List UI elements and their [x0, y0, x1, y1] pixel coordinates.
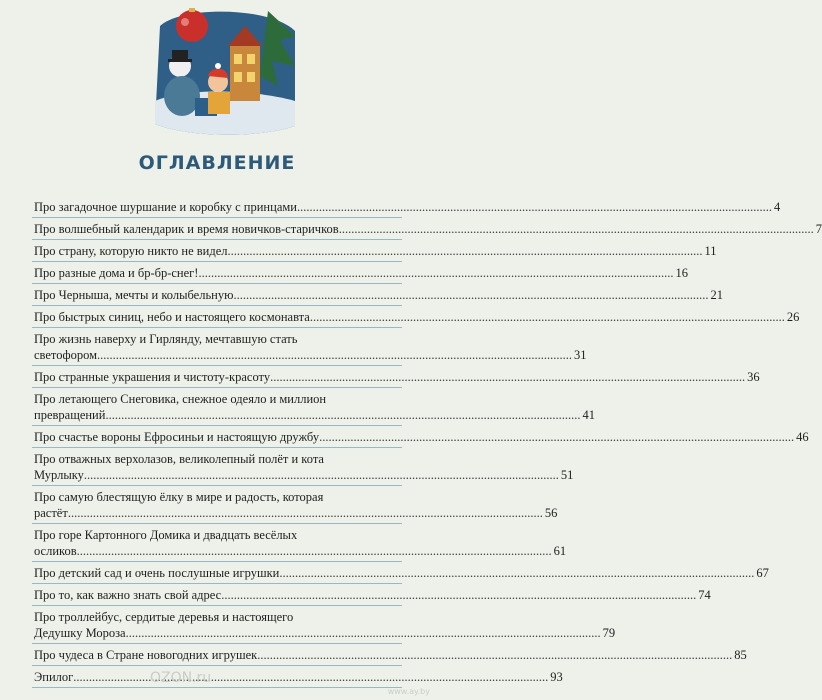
toc-entry[interactable]: [32, 644, 747, 666]
toc-entry-title: Про детский сад и очень послушные игрушки: [34, 566, 280, 580]
toc-entry-title: Про чудеса в Стране новогодних игрушек: [34, 648, 258, 662]
toc-entry-line: [34, 543, 567, 559]
toc-page-number: 36: [747, 370, 760, 384]
toc-entry-title: Про Черныша, мечты и колыбельную: [34, 288, 234, 302]
toc-leader-dots: [105, 407, 580, 423]
toc-entry[interactable]: [32, 486, 558, 524]
toc-page-number: 51: [560, 468, 574, 482]
toc-entry-title: Про быстрых синиц, небо и настоящего космонавта: [34, 310, 310, 324]
toc-entry-line: [34, 505, 558, 521]
toc-leader-dots: [319, 429, 794, 445]
toc-leader-dots: [198, 265, 673, 281]
watermark: OZON.ru: [150, 670, 212, 686]
toc-entry[interactable]: [32, 196, 781, 218]
toc-page-number: 79: [602, 626, 616, 640]
toc-leader-dots: [297, 199, 772, 215]
toc-leader-dots: [73, 669, 548, 685]
toc-entry[interactable]: [32, 524, 567, 562]
toc-entry-title-line: Про отважных верхолазов, великолепный полёт и кота: [34, 452, 324, 466]
toc-entry[interactable]: [32, 366, 760, 388]
toc-page-number: 85: [734, 648, 747, 662]
toc-entry[interactable]: [32, 666, 563, 688]
toc-entry[interactable]: [32, 284, 723, 306]
toc-leader-dots: [270, 369, 745, 385]
toc-page-number: 41: [582, 408, 595, 422]
toc-entry-title: Про страну, которую никто не видел: [34, 244, 228, 258]
toc-entry-line: [34, 625, 616, 641]
toc-page-number: 7: [815, 222, 822, 236]
toc-leader-dots: [77, 543, 552, 559]
toc-entry-line: [34, 265, 688, 281]
toc-entry-line: [34, 669, 563, 685]
toc-entry-line: [34, 565, 769, 581]
toc-entry-title-line: Про самую блестящую ёлку в мире и радость, которая: [34, 490, 324, 504]
toc-entry-line: [34, 199, 781, 215]
watermark-small: www.ay.by: [387, 687, 430, 696]
toc-entry-line: [34, 407, 595, 423]
toc-page-number: 21: [710, 288, 723, 302]
toc-page-number: 26: [786, 310, 800, 324]
toc-entry-line: [34, 587, 711, 603]
toc-page-number: 61: [553, 544, 567, 558]
toc-entry-title-line: Про троллейбус, сердитые деревья и настоящего: [34, 610, 294, 624]
toc-entry[interactable]: [32, 218, 822, 240]
toc-leader-dots: [257, 647, 732, 663]
toc-entry-title: Дедушку Мороза: [34, 626, 126, 640]
toc-page-number: 93: [550, 670, 563, 684]
toc-entry[interactable]: [32, 448, 574, 486]
toc-page-number: 67: [756, 566, 769, 580]
toc-page-number: 16: [675, 266, 688, 280]
toc-page-number: 46: [796, 430, 809, 444]
toc-leader-dots: [84, 467, 559, 483]
toc-leader-dots: [227, 243, 702, 259]
toc-entry-title-line: Про жизнь наверху и Гирлянду, мечтавшую стать: [34, 332, 298, 346]
toc-leader-dots: [279, 565, 754, 581]
toc-entry-line: [34, 347, 587, 363]
toc-page-number: 11: [704, 244, 717, 258]
toc-entry-title: Про разные дома и бр-бр-снег!: [34, 266, 199, 280]
toc-entry-line: [34, 221, 822, 237]
toc-entry[interactable]: [32, 240, 717, 262]
toc-entry[interactable]: [32, 388, 595, 426]
toc-entry[interactable]: [32, 262, 688, 284]
christmas-illustration: [150, 6, 300, 138]
toc-leader-dots: [221, 587, 696, 603]
toc-entry-line: [34, 647, 747, 663]
toc-entry-title: осликов: [34, 544, 77, 558]
toc-entry-title: Эпилог: [34, 670, 74, 684]
toc-entry-title: Про загадочное шуршание и коробку с принцами: [34, 200, 297, 214]
toc-entry-title: Про счастье вороны Ефросиньи и настоящую дружбу: [34, 430, 320, 444]
toc-entry[interactable]: [32, 328, 587, 366]
toc-entry-line: [34, 287, 723, 303]
toc-page-number: 31: [574, 348, 587, 362]
toc-leader-dots: [126, 625, 601, 641]
toc-entry[interactable]: [32, 562, 769, 584]
toc-leader-dots: [68, 505, 543, 521]
toc-page-number: 4: [773, 200, 781, 214]
toc-entry-title: Про волшебный календарик и время новичков-старичков: [34, 222, 339, 236]
toc-entry[interactable]: [32, 426, 809, 448]
toc-leader-dots: [233, 287, 708, 303]
toc-entry-line: [34, 467, 574, 483]
toc-entry-title: Мурлыку: [34, 468, 84, 482]
toc-entry[interactable]: [32, 584, 711, 606]
toc-entry[interactable]: [32, 606, 616, 644]
toc-page-number: 74: [698, 588, 711, 602]
toc-entry-title: Про то, как важно знать свой адрес: [34, 588, 222, 602]
toc-leader-dots: [97, 347, 572, 363]
toc-entry-line: [34, 369, 760, 385]
toc-entry-title: Про странные украшения и чистоту-красоту: [34, 370, 271, 384]
toc-entry-title: превращений: [34, 408, 106, 422]
toc-entry-title: светофором: [34, 348, 97, 362]
toc-entry-title-line: Про летающего Снеговика, снежное одеяло и миллион: [34, 392, 327, 406]
toc-leader-dots: [310, 309, 785, 325]
toc-entry[interactable]: [32, 306, 800, 328]
toc-leader-dots: [339, 221, 814, 237]
toc-entry-line: [34, 429, 809, 445]
toc-heading: ОГЛАВЛЕНИЕ: [138, 152, 296, 174]
toc-entry-title-line: Про горе Картонного Домика и двадцать весёлых: [34, 528, 298, 542]
toc-entry-line: [34, 243, 717, 259]
toc-page-number: 56: [544, 506, 558, 520]
toc-entry-title: растёт: [34, 506, 68, 520]
toc-entry-line: [34, 309, 800, 325]
table-of-contents: [32, 196, 822, 688]
